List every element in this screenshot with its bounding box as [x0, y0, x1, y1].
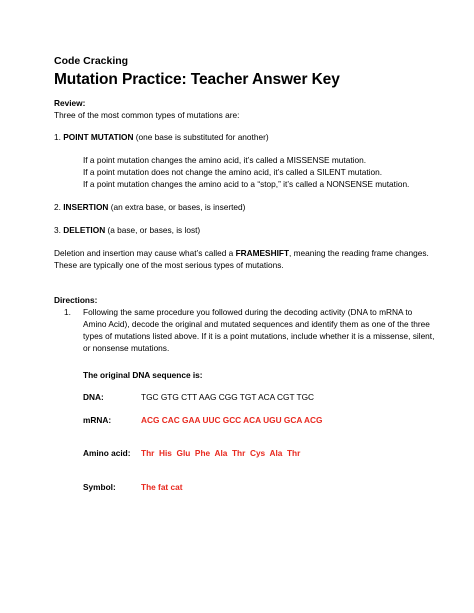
review-intro: Three of the most common types of mutations are: — [54, 110, 240, 120]
frameshift-note: These are typically one of the most serious types of mutations. — [54, 260, 284, 270]
directions-line: or nonsense mutations. — [83, 343, 170, 353]
sequence-heading: The original DNA sequence is: — [83, 370, 203, 380]
point-mutation-term: POINT MUTATION — [63, 132, 134, 142]
silent-definition: If a point mutation does not change the amino acid, it’s called a SILENT mutation. — [83, 167, 383, 177]
deletion-term: DELETION — [63, 225, 106, 235]
point-mutation-desc: (one base is substituted for another) — [135, 132, 269, 142]
amino-acid-answer: Thr His Glu Phe Ala Thr Cys Ala Thr — [141, 448, 301, 458]
frameshift-after: , meaning the reading frame changes. — [289, 248, 429, 258]
mrna-answer: ACG CAC GAA UUC GCC ACA UGU GCA ACG — [141, 415, 323, 425]
missense-definition: If a point mutation changes the amino acid, it’s called a MISSENSE mutation. — [83, 155, 367, 165]
frameshift-term: FRAMESHIFT — [235, 248, 290, 258]
page-title: Mutation Practice: Teacher Answer Key — [54, 71, 340, 88]
frameshift-sentence — [54, 248, 429, 259]
directions-heading: Directions: — [54, 295, 98, 305]
mrna-label: mRNA: — [83, 415, 112, 425]
dna-value: TGC GTG CTT AAG CGG TGT ACA CGT TGC — [141, 392, 315, 402]
frameshift-before: Deletion and insertion may cause what’s called a — [54, 248, 236, 258]
deletion-item — [54, 225, 200, 236]
directions-line: Following the same procedure you followed during the decoding activity (DNA to mRNA to — [83, 307, 413, 317]
amino-acid-label: Amino acid: — [83, 448, 131, 458]
list-number: 2. — [54, 202, 61, 212]
insertion-term: INSERTION — [63, 202, 109, 212]
insertion-desc: (an extra base, or bases, is inserted) — [110, 202, 246, 212]
document-kicker: Code Cracking — [54, 55, 129, 67]
deletion-desc: (a base, or bases, is lost) — [107, 225, 201, 235]
dna-label: DNA: — [83, 392, 104, 402]
nonsense-definition: If a point mutation changes the amino acid to a “stop,” it’s called a NONSENSE mutation. — [83, 179, 410, 189]
insertion-item — [54, 202, 245, 213]
directions-line: Amino Acid), decode the original and mutated sequences and identify them as one of the three — [83, 319, 430, 329]
directions-line: types of mutations listed above. If it is a point mutations, include whether it is a missense, silent, — [83, 331, 435, 341]
list-number: 1. — [54, 132, 61, 142]
list-number: 1. — [64, 307, 71, 317]
symbol-answer: The fat cat — [141, 482, 183, 492]
symbol-label: Symbol: — [83, 482, 116, 492]
list-number: 3. — [54, 225, 61, 235]
review-heading: Review: — [54, 98, 86, 108]
point-mutation-item — [54, 132, 269, 143]
